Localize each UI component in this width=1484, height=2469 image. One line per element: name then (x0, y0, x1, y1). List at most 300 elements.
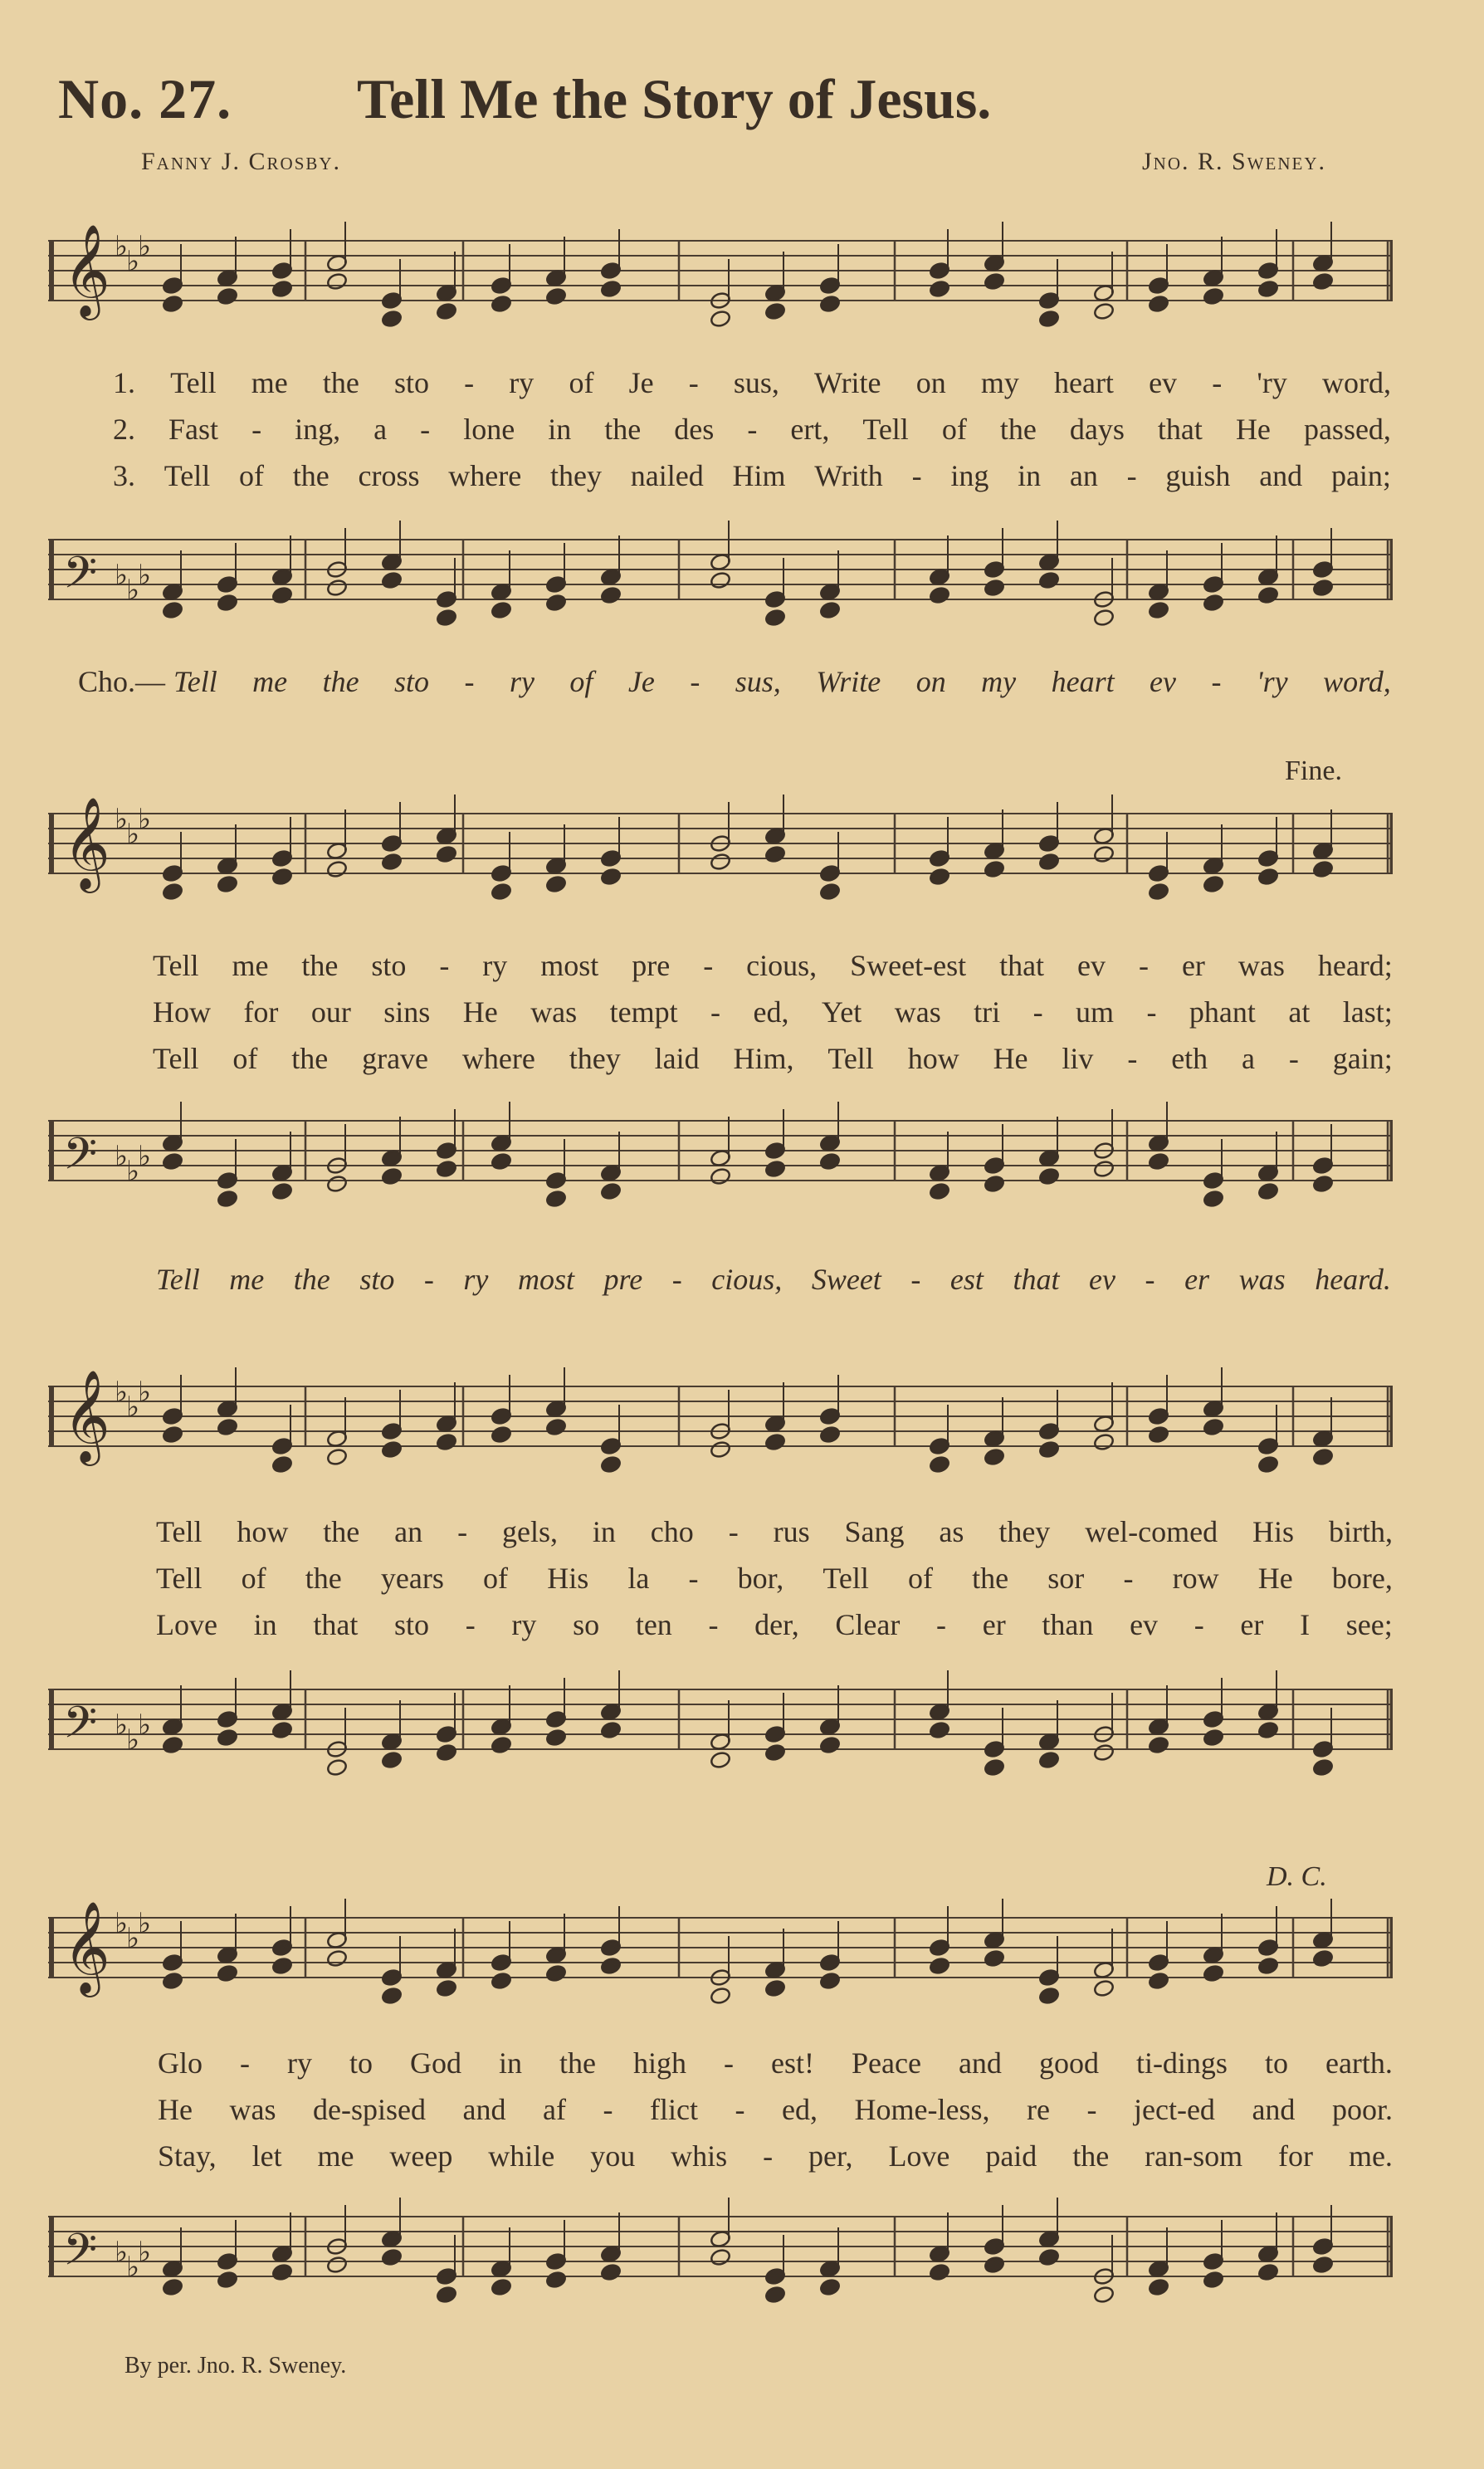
lyric-syllable: ev (1077, 949, 1106, 982)
lyric-syllable: grave (362, 1042, 429, 1075)
verse-line (158, 2139, 1393, 2173)
note-head (1038, 2248, 1060, 2267)
flat-icon: ♭ (138, 1142, 152, 1172)
note-head (1148, 2278, 1169, 2297)
note-head (929, 1721, 950, 1740)
note-head (491, 1972, 512, 1991)
lyric-syllable: heart (1053, 366, 1114, 399)
lyric-syllable: the (1072, 2139, 1110, 2173)
lyric-syllable: how (237, 1515, 289, 1548)
flat-icon: ♭ (115, 804, 129, 835)
note-head (600, 280, 622, 299)
lyric-syllable: er (1184, 1263, 1210, 1296)
lyric-syllable: in (592, 1515, 616, 1548)
lyric-syllable: Sweet-est (850, 949, 967, 982)
lyric-syllable: phant (1189, 995, 1256, 1029)
lyric-syllable: flict (650, 2093, 698, 2126)
lyric-syllable: how (907, 1042, 959, 1075)
note-head (326, 2256, 348, 2275)
lyric-syllable: cho (650, 1515, 694, 1548)
note-head (929, 1455, 950, 1474)
verse-line (158, 2046, 1393, 2080)
note-head (545, 1190, 567, 1209)
note-head (764, 1160, 786, 1179)
lyric-syllable: for (1278, 2139, 1314, 2173)
lyric-syllable: passed, (1303, 413, 1391, 446)
lyric-syllable: - (724, 2046, 735, 2080)
treble-clef-icon: 𝄞 (63, 223, 110, 316)
lyric-syllable: Glo (158, 2046, 203, 2080)
lyric-syllable: Tell (156, 1263, 200, 1296)
lyric-syllable: - (423, 1263, 434, 1296)
lyric-syllable: in (548, 413, 572, 446)
lyric-syllable: ti-dings (1135, 2046, 1228, 2080)
lyric-syllable: in (253, 1608, 277, 1641)
lyric-syllable: - (1126, 459, 1137, 492)
lyric-syllable: la (627, 1562, 650, 1595)
lyric-syllable: um (1076, 995, 1115, 1029)
note-head (217, 2271, 238, 2290)
note-head (326, 272, 348, 291)
lyric-syllable: wel-comed (1085, 1515, 1218, 1548)
lyric-syllable: ed, (782, 2093, 818, 2126)
note-head (929, 1957, 950, 1976)
lyric-syllable: Peace (852, 2046, 921, 2080)
music-system-4 (48, 1843, 1393, 2341)
lyric-syllable: - (1194, 1608, 1204, 1641)
note-head (491, 882, 512, 902)
flat-icon: ♭ (126, 1725, 140, 1756)
note-head (1203, 1190, 1224, 1209)
chorus-text (173, 664, 1391, 699)
lyric-syllable: whis (671, 2139, 728, 2173)
lyric-syllable: heart (1051, 665, 1115, 698)
lyric-syllable: ert, (790, 413, 830, 446)
lyric-syllable: ran-som (1145, 2139, 1243, 2173)
note-head (1093, 1743, 1115, 1763)
lyric-syllable: 1. (113, 366, 135, 399)
note-head (436, 2286, 457, 2305)
lyric-syllable: Tell (862, 413, 909, 446)
lyric-syllable: most (540, 949, 599, 982)
lyric-syllable: tri (974, 995, 1001, 1029)
flat-icon: ♭ (115, 1710, 129, 1741)
note-head (819, 882, 841, 902)
note-head (1312, 579, 1334, 598)
lyric-syllable: the (972, 1562, 1009, 1595)
lyric-syllable: the (323, 1515, 360, 1548)
lyric-syllable: ed, (753, 995, 789, 1029)
lyric-syllable: - (457, 1515, 468, 1548)
lyric-syllable: so (573, 1608, 600, 1641)
lyric-syllable: - (671, 1263, 682, 1296)
lyric-syllable: er (1181, 949, 1205, 982)
lyric-syllable: on (915, 366, 946, 399)
lyric-syllable: - (911, 459, 922, 492)
hymn-number: No. 27. (58, 67, 232, 130)
note-head (436, 609, 457, 628)
lyric-syllable: Tell (164, 459, 211, 492)
lyric-syllable: His (547, 1562, 589, 1595)
lyric-syllable: He (993, 1042, 1028, 1075)
note-head (929, 586, 950, 605)
bass-staff (48, 1665, 1393, 1789)
chorus-line (78, 664, 1391, 699)
lyric-syllable: let (251, 2139, 282, 2173)
flat-icon: ♭ (138, 1377, 152, 1408)
lyric-syllable: earth. (1325, 2046, 1393, 2080)
note-head (162, 295, 183, 314)
lyric-syllable: where (461, 1042, 535, 1075)
lyric-syllable: Sang (844, 1515, 905, 1548)
lyric-syllable: days (1069, 413, 1125, 446)
lyric-syllable: Write (814, 366, 881, 399)
note-head (1148, 295, 1169, 314)
lyric-syllable: while (488, 2139, 555, 2173)
lyric-syllable: last; (1342, 995, 1393, 1029)
note-head (491, 1152, 512, 1171)
note-head (491, 2278, 512, 2297)
note-head (1093, 845, 1115, 864)
lyric-syllable: years (380, 1562, 444, 1595)
note-head (600, 586, 622, 605)
note-head (271, 1957, 293, 1976)
lyric-syllable: Je (627, 665, 655, 698)
note-head (271, 280, 293, 299)
note-head (984, 1175, 1005, 1194)
lyric-syllable: see; (1345, 1608, 1393, 1641)
lyric-syllable: Love (156, 1608, 217, 1641)
lyric-syllable: per, (808, 2139, 853, 2173)
lyric-syllable: a (373, 413, 388, 446)
note-head (162, 1972, 183, 1991)
lyric-syllable: Him (732, 459, 786, 492)
lyric-syllable: - (1032, 995, 1043, 1029)
note-head (326, 860, 348, 879)
treble-clef-icon: 𝄞 (63, 1900, 110, 1993)
note-head (1257, 280, 1279, 299)
note-head (1257, 1721, 1279, 1740)
lyric-syllable: Tell (153, 1042, 199, 1075)
note-head (1203, 2271, 1224, 2290)
note-head (764, 1979, 786, 1998)
lyric-syllable: rus (773, 1515, 810, 1548)
lyric-syllable: af (543, 2093, 566, 2126)
lyric-syllable: on (915, 665, 946, 698)
lyric-syllable: eth (1171, 1042, 1208, 1075)
note-head (1203, 1728, 1224, 1748)
lyric-syllable: bor, (737, 1562, 784, 1595)
lyric-syllable: you (590, 2139, 636, 2173)
lyric-syllable: in (499, 2046, 523, 2080)
note-head (710, 310, 731, 329)
lyric-syllable: - (710, 995, 721, 1029)
note-head (271, 1182, 293, 1201)
lyric-syllable: the (559, 2046, 597, 2080)
lyric-syllable: of (908, 1562, 933, 1595)
note-head (1038, 853, 1060, 872)
lyric-syllable: the (305, 1562, 342, 1595)
note-head (929, 2263, 950, 2282)
lyric-syllable: Tell (827, 1042, 874, 1075)
flat-icon: ♭ (126, 1392, 140, 1423)
treble-staff (48, 789, 1393, 913)
permission-footer: By per. Jno. R. Sweney. (124, 2353, 347, 2379)
note-head (491, 295, 512, 314)
note-head (764, 1743, 786, 1763)
lyric-syllable: sto (394, 1608, 430, 1641)
lyric-syllable: me (229, 1263, 265, 1296)
lyric-syllable: sus, (733, 366, 779, 399)
note-head (1203, 875, 1224, 894)
lyric-syllable: bore, (1331, 1562, 1393, 1595)
lyric-syllable: word, (1323, 665, 1391, 698)
flat-icon: ♭ (138, 560, 152, 591)
lyric-syllable: ing (950, 459, 989, 492)
lyric-syllable: of (941, 413, 967, 446)
note-head (710, 2248, 731, 2267)
flat-icon: ♭ (138, 804, 152, 835)
flat-icon: ♭ (138, 2237, 152, 2268)
bass-staff (48, 515, 1393, 639)
lyric-syllable: birth, (1328, 1515, 1393, 1548)
flat-icon: ♭ (126, 575, 140, 606)
note-head (1203, 287, 1224, 306)
lyric-syllable: pain; (1330, 459, 1391, 492)
lyric-syllable: high (633, 2046, 687, 2080)
lyric-syllable: of (239, 459, 264, 492)
lyric-syllable: Clear (835, 1608, 901, 1641)
lyric-syllable: How (153, 995, 211, 1029)
verse-line (153, 948, 1393, 983)
lyric-syllable: cious, (746, 949, 818, 982)
note-head (1257, 1182, 1279, 1201)
verse-line (153, 1041, 1393, 1076)
lyric-syllable: to (349, 2046, 373, 2080)
note-head (271, 868, 293, 887)
note-head (710, 571, 731, 590)
note-head (929, 280, 950, 299)
lyric-syllable: the (301, 949, 339, 982)
lyric-syllable: sto (394, 366, 430, 399)
lyric-syllable: guish (1165, 459, 1231, 492)
lyric-syllable: than (1042, 1608, 1094, 1641)
lyric-syllable: they (550, 459, 602, 492)
flat-icon: ♭ (126, 1156, 140, 1187)
lyric-syllable: my (980, 366, 1019, 399)
note-head (984, 1758, 1005, 1777)
note-head (1312, 860, 1334, 879)
lyric-syllable: est! (771, 2046, 815, 2080)
note-head (436, 1743, 457, 1763)
note-head (436, 845, 457, 864)
lyric-syllable: - (1145, 1263, 1155, 1296)
lyric-syllable: ry (463, 1263, 489, 1296)
note-head (326, 1758, 348, 1777)
lyric-syllable: Tell (153, 949, 199, 982)
lyric-syllable: - (251, 413, 262, 446)
lyric-syllable: was (229, 2093, 276, 2126)
lyric-syllable: Tell (170, 366, 217, 399)
lyric-syllable: as (939, 1515, 964, 1548)
lyric-syllable: most (517, 1263, 574, 1296)
lyric-syllable: Write (816, 665, 881, 698)
lyric-syllable: the (322, 665, 359, 698)
lyric-syllable: the (604, 413, 642, 446)
note-head (162, 1152, 183, 1171)
lyric-syllable: was (894, 995, 941, 1029)
lyric-syllable: they (569, 1042, 621, 1075)
lyric-syllable: - (1212, 366, 1223, 399)
note-head (929, 868, 950, 887)
lyric-syllable: was (530, 995, 578, 1029)
lyric-syllable: laid (654, 1042, 700, 1075)
bass-staff (48, 2192, 1393, 2316)
lyric-syllable: der, (754, 1608, 799, 1641)
note-head (1093, 1433, 1115, 1452)
lyric-syllable: He (462, 995, 498, 1029)
lyric-syllable: Tell (823, 1562, 869, 1595)
lyric-syllable: - (465, 1608, 476, 1641)
lyric-syllable: Yet (821, 995, 862, 1029)
note-head (1038, 1987, 1060, 2006)
note-head (162, 601, 183, 620)
lyric-syllable: gels, (501, 1515, 558, 1548)
lyric-syllable: the (999, 413, 1037, 446)
lyric-syllable: Home-less, (854, 2093, 990, 2126)
lyric-syllable: to (1264, 2046, 1288, 2080)
lyric-syllable: est (949, 1263, 984, 1296)
note-head (271, 1455, 293, 1474)
note-head (600, 1182, 622, 1201)
treble-clef-icon: 𝄞 (63, 1369, 110, 1462)
verse-line (113, 365, 1391, 400)
lyric-syllable: paid (985, 2139, 1037, 2173)
verse-line (113, 412, 1391, 447)
lyric-syllable: and (1259, 459, 1303, 492)
lyric-syllable: - (936, 1608, 947, 1641)
note-head (764, 302, 786, 321)
note-head (819, 295, 841, 314)
note-head (381, 310, 403, 329)
lyric-syllable: was (1238, 1263, 1286, 1296)
lyric-syllable: 2. (113, 413, 135, 446)
note-head (271, 2263, 293, 2282)
note-head (1257, 2263, 1279, 2282)
lyric-syllable: of (569, 665, 593, 698)
lyric-syllable: Him, (733, 1042, 794, 1075)
fine-marking: Fine. (1285, 755, 1342, 786)
note-head (984, 2256, 1005, 2275)
lyric-syllable: - (735, 2093, 745, 2126)
lyric-syllable: where (448, 459, 522, 492)
lyric-syllable: an (394, 1515, 423, 1548)
lyricist-credit: Fanny J. Crosby. (141, 148, 342, 175)
note-head (1312, 1175, 1334, 1194)
note-head (1257, 1455, 1279, 1474)
note-head (326, 579, 348, 598)
lyric-syllable: tempt (609, 995, 678, 1029)
note-head (764, 609, 786, 628)
lyric-syllable: er (1240, 1608, 1264, 1641)
lyric-syllable: - (1127, 1042, 1138, 1075)
lyric-syllable: He (1235, 413, 1271, 446)
lyric-syllable: ject-ed (1134, 2093, 1215, 2126)
note-head (1093, 302, 1115, 321)
note-head (1257, 586, 1279, 605)
music-system-3 (48, 1328, 1393, 1826)
note-head (381, 2248, 403, 2267)
flat-icon: ♭ (138, 232, 152, 262)
lyric-syllable: ing, (295, 413, 341, 446)
note-head (162, 1425, 183, 1445)
note-head (217, 1190, 238, 1209)
note-head (217, 594, 238, 613)
verse-line (156, 1514, 1393, 1549)
lyric-syllable: poor. (1331, 2093, 1393, 2126)
lyric-syllable: ev (1089, 1263, 1115, 1296)
note-head (1038, 571, 1060, 590)
lyric-syllable: er (982, 1608, 1006, 1641)
note-head (819, 601, 841, 620)
treble-staff (48, 1362, 1393, 1486)
note-head (819, 1736, 841, 1755)
note-head (1038, 1751, 1060, 1770)
lyric-syllable: ten (635, 1608, 672, 1641)
lyric-syllable: ry (482, 949, 508, 982)
lyric-syllable: - (690, 665, 701, 698)
note-head (545, 1964, 567, 1983)
note-head (1093, 1979, 1115, 1998)
lyric-syllable: Stay, (158, 2139, 217, 2173)
note-head (271, 586, 293, 605)
lyric-syllable: - (1086, 2093, 1097, 2126)
note-head (436, 1160, 457, 1179)
lyric-syllable: - (464, 665, 475, 698)
note-head (1148, 601, 1169, 620)
lyric-syllable: Tell (156, 1562, 203, 1595)
note-head (162, 1736, 183, 1755)
lyric-syllable: a (1242, 1042, 1256, 1075)
note-head (1038, 310, 1060, 329)
flat-icon: ♭ (126, 247, 140, 277)
lyric-syllable: pre (603, 1263, 643, 1296)
lyric-syllable: cross (358, 459, 420, 492)
note-head (217, 1964, 238, 1983)
note-head (545, 1418, 567, 1437)
lyric-syllable: - (464, 366, 475, 399)
hymn-header (58, 58, 1428, 141)
note-head (710, 853, 731, 872)
note-head (1312, 1448, 1334, 1467)
lyric-syllable: ev (1150, 665, 1177, 698)
lyric-syllable: re (1027, 2093, 1050, 2126)
note-head (1257, 868, 1279, 887)
note-head (491, 1425, 512, 1445)
note-head (162, 2278, 183, 2297)
note-head (217, 875, 238, 894)
lyric-syllable: lone (463, 413, 515, 446)
lyric-syllable: word, (1321, 366, 1391, 399)
lyric-syllable: Sweet (811, 1263, 881, 1296)
lyric-syllable: weep (389, 2139, 453, 2173)
lyric-syllable: they (998, 1515, 1051, 1548)
note-head (600, 1721, 622, 1740)
lyric-syllable: nailed (630, 459, 704, 492)
note-head (326, 1448, 348, 1467)
note-head (1148, 1736, 1169, 1755)
verse-line (153, 995, 1393, 1029)
